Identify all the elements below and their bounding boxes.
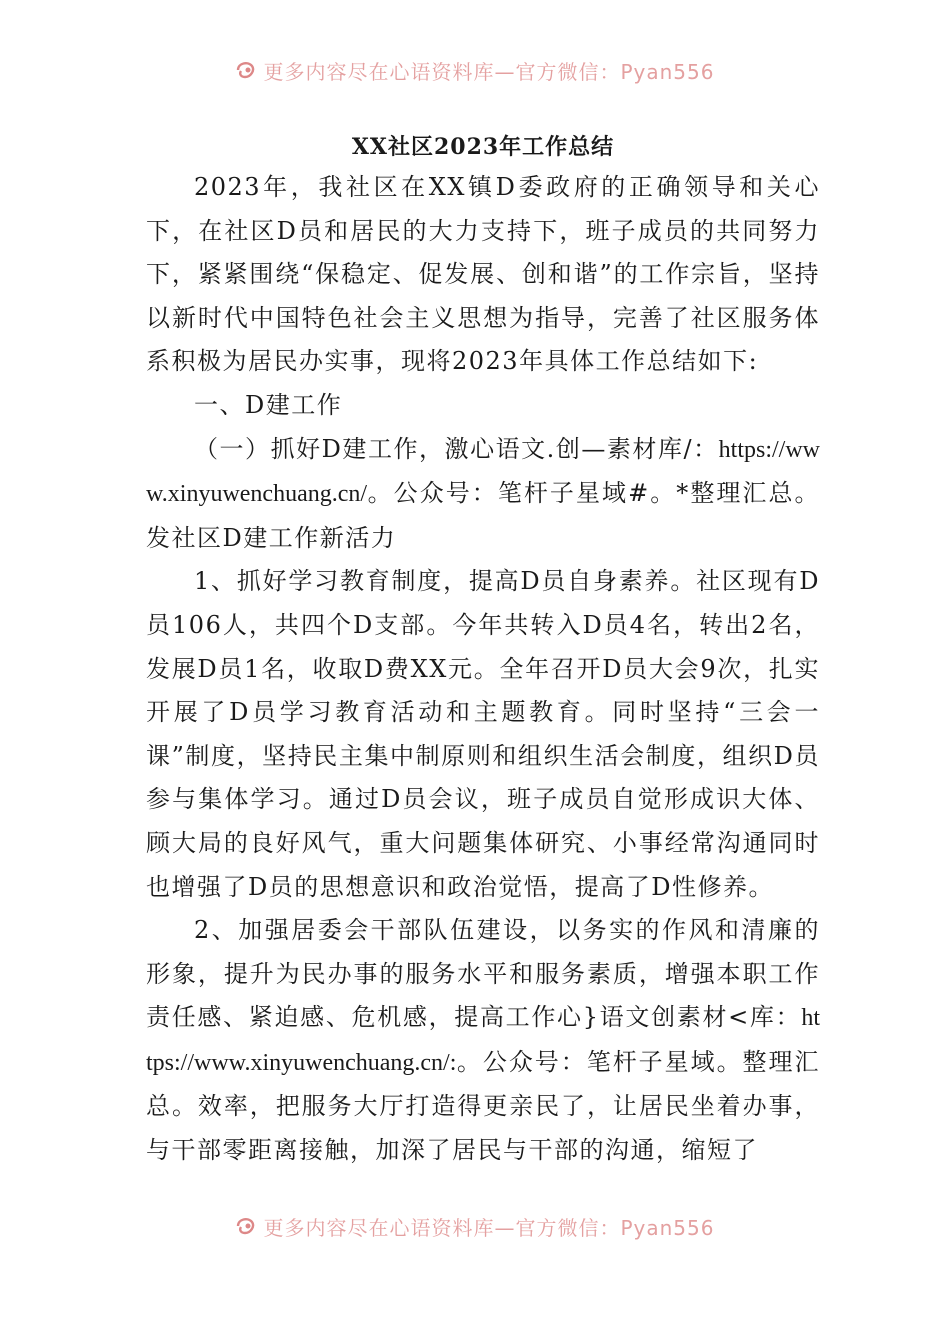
website-link-1[interactable]: https://www.xinyuwenchuang.cn/ (146, 436, 820, 508)
watermark-text: 更多内容尽在心语资料库—官方微信：Pyan556 (263, 1215, 715, 1240)
header-watermark (0, 52, 950, 88)
document-title: XX社区2023年工作总结 (351, 134, 615, 160)
item-2-text-b: 。公众号：笔杆子星域。整理汇总。效率，把服务大厅打造得更亲民了，让居民坐着办事，与干部零距离接触，加深了居民与干部的沟通，缩短了 (146, 1047, 820, 1165)
watermark-text: 更多内容尽在心语资料库—官方微信：Pyan556 (263, 59, 715, 84)
item-2-paragraph (146, 909, 820, 1173)
subsection-1-text-b: 。公众号：笔杆子星域#。*整理汇总。发社区D建工作新活力 (146, 479, 820, 552)
document-body (146, 128, 820, 1173)
footer-watermark (0, 1208, 950, 1244)
intro-paragraph: 2023年，我社区在XX镇D委政府的正确领导和关心下，在社区D员和居民的大力支持下，班子成员的共同努力下，紧紧围绕“保稳定、促发展、创和谐”的工作宗旨，坚持以新时代中国特色社会主义思想为指导，完善了社区服务体系积极为居民办实事，现将2023年具体工作总结如下: (146, 173, 820, 376)
subsection-1-paragraph (146, 428, 820, 561)
item-1-paragraph: 1、抓好学习教育制度，提高D员自身素养。社区现有D员106人，共四个D支部。今年共转入D员4名，转出2名，发展D员1名，收取D费XX元。全年召开D员大会9次，扎实开展了D员学习教育活动和主题教育。同时坚持“三会一课”制度，坚持民主集中制原则和组织生活会制度，组织D员参与集体学习。通过D员会议，班子成员自觉形成识大体、顾大局的良好风气，重大问题集体研究、小事经常沟通同时也增强了D员的思想意识和政治觉悟，提高了D性修养。 (146, 567, 820, 901)
subsection-1-text-a: （一）抓好D建工作，激心语文.创—素材库/： (194, 434, 719, 463)
watermark-logo-icon (235, 59, 257, 81)
website-link-2[interactable]: https://www.xinyuwenchuang.cn/: (146, 1005, 820, 1076)
section-heading-party-building: 一、D建工作 (194, 390, 343, 419)
item-2-text-a: 2、加强居委会干部队伍建设，以务实的作风和清廉的形象，提升为民办事的服务水平和服务素质，增强本职工作责任感、紧迫感、危机感，提高工作心}语文创素材<库： (146, 916, 820, 1032)
watermark-logo-icon (235, 1215, 257, 1237)
